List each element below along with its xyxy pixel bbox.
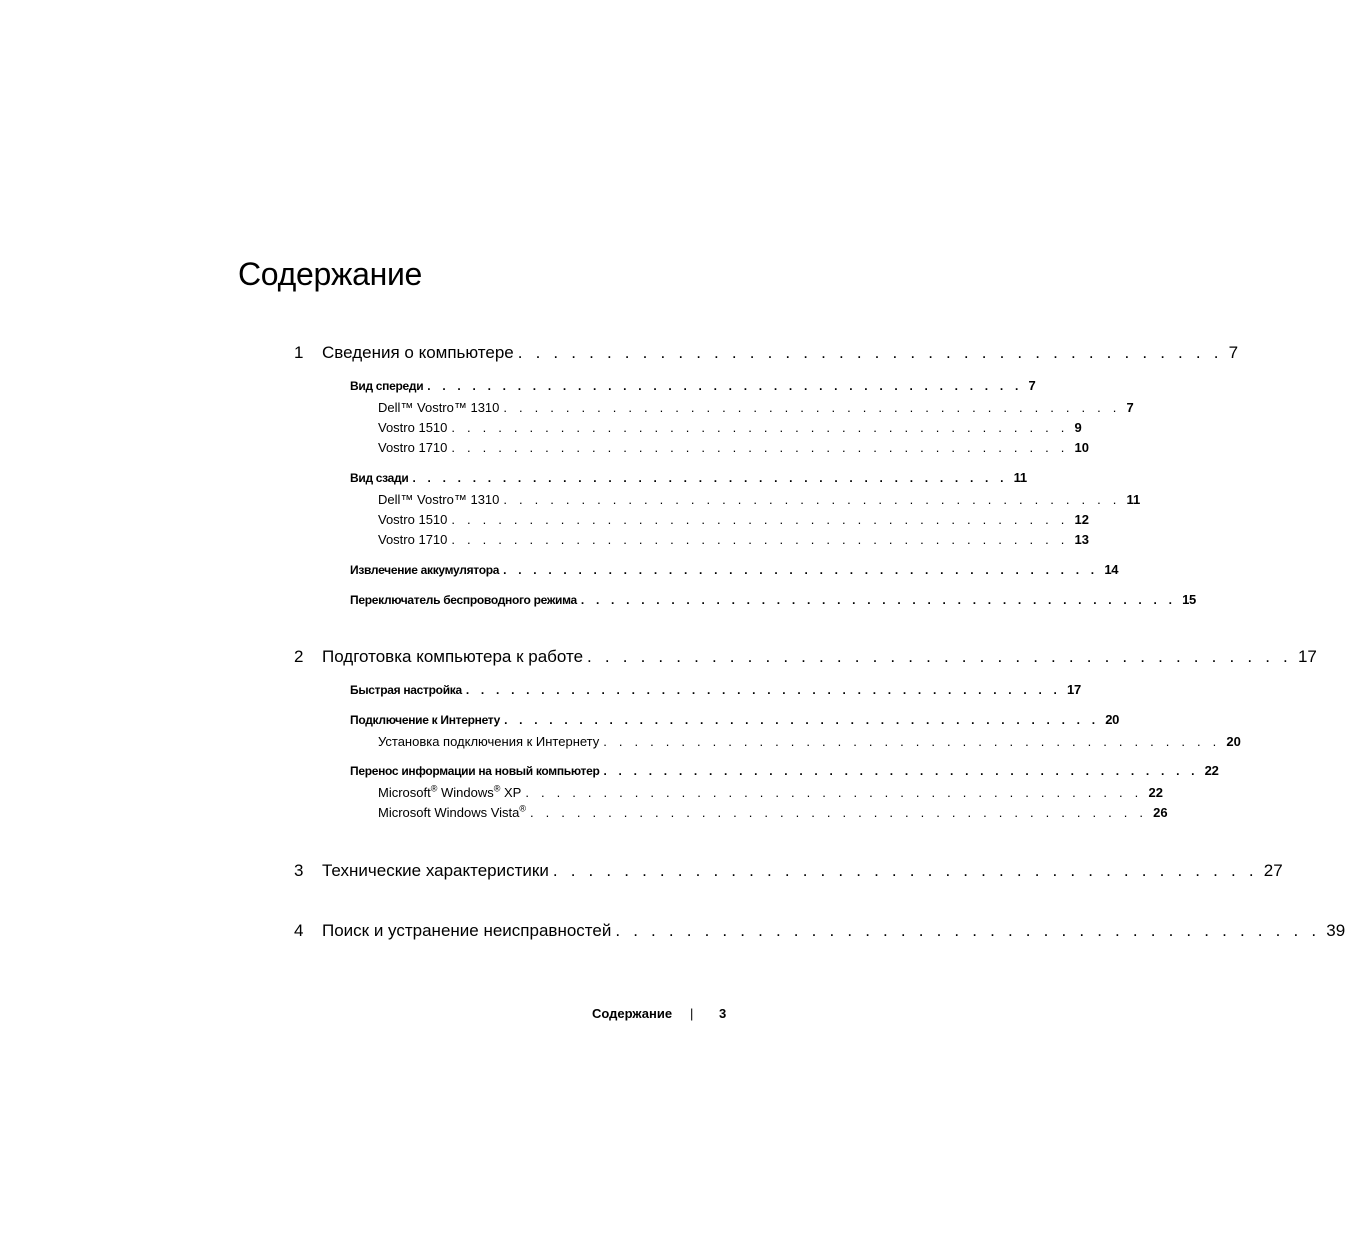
- chapter-title: Поиск и устранение неисправностей: [322, 921, 612, 940]
- subsection-title: Microsoft Windows Vista®: [378, 803, 526, 820]
- leader-dots: . . . . . . . . . . . . . . . . . . . . . . . . . . . . . . . . . . . . . . . .: [603, 764, 1199, 778]
- subsection-page: 10: [1074, 440, 1089, 455]
- leader-dots: . . . . . . . . . . . . . . . . . . . . . . . . . . . . . . . . . . . . . . . .: [552, 861, 1258, 880]
- subsection-title: Dell™ Vostro™ 1310: [378, 492, 500, 507]
- chapter-title: Подготовка компьютера к работе: [322, 647, 584, 666]
- subsection-title: Microsoft® Windows® XP: [378, 783, 522, 800]
- leader-dots: . . . . . . . . . . . . . . . . . . . . . . . . . . . . . . . . . . . . . . . .: [503, 563, 1099, 577]
- section-page: 14: [1104, 562, 1119, 577]
- subsection-title: Dell™ Vostro™ 1310: [378, 400, 500, 415]
- chapter-number: 2: [294, 647, 304, 666]
- subsection-page: 9: [1074, 420, 1082, 435]
- leader-dots: . . . . . . . . . . . . . . . . . . . . . . . . . . . . . . . . . . . . . . . .: [530, 805, 1148, 820]
- toc-subsection[interactable]: [378, 420, 1082, 435]
- section-page: 15: [1182, 592, 1196, 607]
- leader-dots: . . . . . . . . . . . . . . . . . . . . . . . . . . . . . . . . . . . . . . . .: [615, 921, 1321, 940]
- subsection-title: Vostro 1710: [378, 440, 448, 455]
- toc-section-transfer[interactable]: [350, 763, 1219, 778]
- section-page: 20: [1105, 712, 1120, 727]
- footer-page-number: 3: [719, 1006, 727, 1021]
- section-page: 11: [1013, 470, 1027, 485]
- leader-dots: . . . . . . . . . . . . . . . . . . . . . . . . . . . . . . . . . . . . . . . .: [525, 785, 1143, 800]
- toc-chapter-4[interactable]: [294, 921, 1345, 941]
- toc-section-quick-setup[interactable]: [350, 682, 1081, 697]
- leader-dots: . . . . . . . . . . . . . . . . . . . . . . . . . . . . . . . . . . . . . . . .: [504, 713, 1100, 727]
- chapter-number: 4: [294, 921, 304, 940]
- subsection-page: 7: [1126, 400, 1134, 415]
- section-page: 17: [1067, 682, 1081, 697]
- toc-subsection[interactable]: [378, 400, 1134, 415]
- toc-chapter-2[interactable]: [294, 647, 1317, 667]
- chapter-title: Сведения о компьютере: [322, 343, 514, 362]
- subsection-page: 26: [1153, 805, 1168, 820]
- subsection-page: 20: [1226, 734, 1241, 749]
- section-page: 7: [1028, 378, 1036, 393]
- chapter-page: 27: [1263, 861, 1283, 880]
- leader-dots: . . . . . . . . . . . . . . . . . . . . . . . . . . . . . . . . . . . . . . . .: [451, 532, 1069, 547]
- section-page: 22: [1204, 763, 1219, 778]
- leader-dots: . . . . . . . . . . . . . . . . . . . . . . . . . . . . . . . . . . . . . . . .: [451, 440, 1069, 455]
- leader-dots: . . . . . . . . . . . . . . . . . . . . . . . . . . . . . . . . . . . . . . . .: [451, 420, 1069, 435]
- chapter-number: 1: [294, 343, 304, 362]
- toc-subsection[interactable]: [378, 532, 1089, 547]
- chapter-page: 39: [1326, 921, 1345, 940]
- section-title: Подключение к Интернету: [350, 713, 501, 727]
- footer-separator: |: [690, 1006, 694, 1021]
- chapter-title: Технические характеристики: [322, 861, 549, 880]
- toc-section-internet[interactable]: [350, 712, 1120, 727]
- toc-chapter-1[interactable]: [294, 343, 1239, 363]
- toc-section-battery[interactable]: [350, 562, 1119, 577]
- toc-subsection[interactable]: [378, 492, 1141, 507]
- toc-section-front-view[interactable]: [350, 378, 1036, 393]
- leader-dots: . . . . . . . . . . . . . . . . . . . . . . . . . . . . . . . . . . . . . . . .: [465, 683, 1062, 697]
- toc-section-rear-view[interactable]: [350, 470, 1027, 485]
- footer-section-title: Содержание: [592, 1006, 673, 1021]
- section-title: Извлечение аккумулятора: [350, 563, 500, 577]
- toc-subsection[interactable]: [378, 512, 1089, 527]
- subsection-title: Vostro 1710: [378, 532, 448, 547]
- leader-dots: . . . . . . . . . . . . . . . . . . . . . . . . . . . . . . . . . . . . . . . .: [580, 593, 1177, 607]
- toc-subsection-windows-xp[interactable]: [378, 783, 1163, 800]
- leader-dots: . . . . . . . . . . . . . . . . . . . . . . . . . . . . . . . . . . . . . . . .: [587, 647, 1292, 666]
- toc-chapter-3[interactable]: [294, 861, 1283, 881]
- leader-dots: . . . . . . . . . . . . . . . . . . . . . . . . . . . . . . . . . . . . . . . .: [517, 343, 1223, 362]
- section-title: Перенос информации на новый компьютер: [350, 764, 600, 778]
- leader-dots: . . . . . . . . . . . . . . . . . . . . . . . . . . . . . . . . . . . . . . . .: [603, 734, 1221, 749]
- section-title: Переключатель беспроводного режима: [350, 593, 577, 607]
- page-title: Содержание: [238, 256, 423, 292]
- subsection-page: 12: [1074, 512, 1089, 527]
- chapter-page: 17: [1297, 647, 1317, 666]
- section-title: Вид спереди: [350, 379, 424, 393]
- subsection-title: Vostro 1510: [378, 512, 448, 527]
- section-title: Вид сзади: [350, 471, 409, 485]
- leader-dots: . . . . . . . . . . . . . . . . . . . . . . . . . . . . . . . . . . . . . . . .: [427, 379, 1023, 393]
- subsection-title: Установка подключения к Интернету: [378, 734, 600, 749]
- subsection-page: 13: [1074, 532, 1089, 547]
- toc-subsection-windows-vista[interactable]: [378, 803, 1168, 820]
- leader-dots: . . . . . . . . . . . . . . . . . . . . . . . . . . . . . . . . . . . . . . . .: [412, 471, 1008, 485]
- subsection-page: 22: [1148, 785, 1163, 800]
- chapter-page: 7: [1228, 343, 1239, 362]
- toc-section-wireless[interactable]: [350, 592, 1196, 607]
- subsection-page: 11: [1126, 492, 1141, 507]
- leader-dots: . . . . . . . . . . . . . . . . . . . . . . . . . . . . . . . . . . . . . . . .: [503, 400, 1121, 415]
- leader-dots: . . . . . . . . . . . . . . . . . . . . . . . . . . . . . . . . . . . . . . . .: [503, 492, 1121, 507]
- subsection-title: Vostro 1510: [378, 420, 448, 435]
- leader-dots: . . . . . . . . . . . . . . . . . . . . . . . . . . . . . . . . . . . . . . . .: [451, 512, 1069, 527]
- toc-subsection[interactable]: [378, 734, 1241, 749]
- section-title: Быстрая настройка: [350, 683, 462, 697]
- chapter-number: 3: [294, 861, 304, 880]
- toc-subsection[interactable]: [378, 440, 1089, 455]
